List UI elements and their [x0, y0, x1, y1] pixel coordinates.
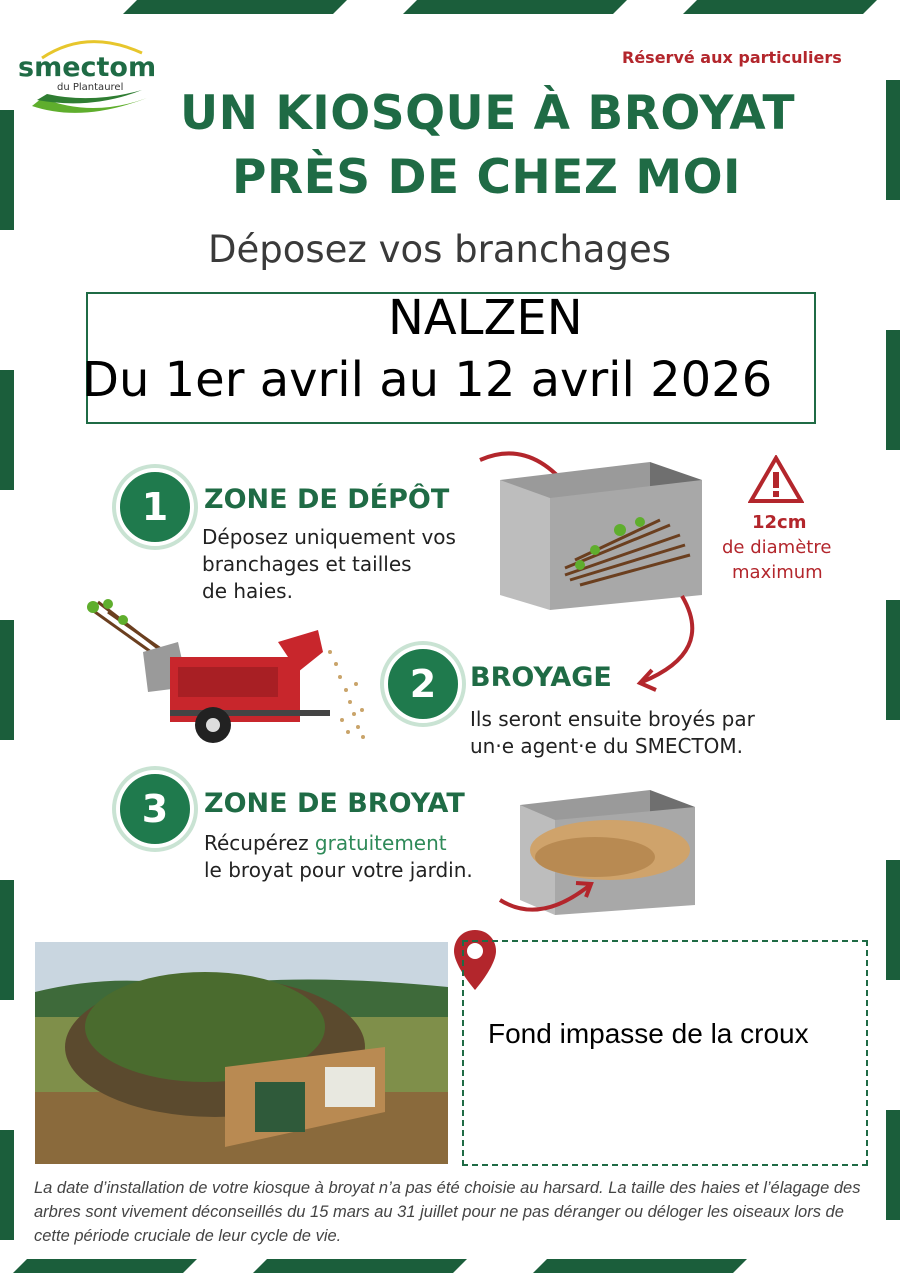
- shredder-illustration: [78, 592, 378, 752]
- step-3-text: Récupérez gratuitement le broyat pour votre jardin.: [204, 831, 473, 882]
- step-3-title: ZONE DE BROYAT: [204, 788, 465, 819]
- footer-note: La date d’installation de votre kiosque à broyat n’a pas été choisie au harsard. La taille des haies et l’élagage des arbres sont vivement déconseillés du 15 mars au 31 juillet pour ne pas déranger ou déloger les oiseaux lors de cette période cruciale de leur cycle de vie.: [34, 1179, 861, 1245]
- date-range: Du 1er avril au 12 avril 2026: [82, 352, 773, 408]
- warning-line3: maximum: [732, 562, 823, 583]
- step-3-number: 3: [116, 770, 194, 848]
- smectom-logo: [12, 28, 162, 123]
- step-1-number: 1: [116, 468, 194, 546]
- kiosk-photo: [35, 942, 448, 1164]
- town-name: NALZEN: [388, 290, 583, 346]
- step-2-title: BROYAGE: [470, 662, 612, 693]
- logo-sub: du Plantaurel: [57, 82, 124, 93]
- arrow-curve-icon: [620, 592, 710, 696]
- warning-line2: de diamètre: [722, 537, 832, 558]
- warning-triangle-icon: [748, 455, 804, 509]
- step-2-number: 2: [384, 645, 462, 723]
- page-title-line1: UN KIOSQUE À BROYAT: [180, 86, 796, 141]
- logo-name: smectom: [18, 52, 157, 83]
- address-box: [462, 940, 868, 1166]
- page-title-line2: PRÈS DE CHEZ MOI: [232, 150, 742, 205]
- page-subtitle: Déposez vos branchages: [208, 228, 671, 271]
- reserved-label: Réservé aux particuliers: [622, 48, 842, 67]
- step-1-text: Déposez uniquement vos branchages et tailles de haies.: [202, 525, 456, 603]
- mulch-box-illustration: [480, 785, 700, 935]
- warning-size: 12cm: [752, 512, 807, 533]
- step-2-text: Ils seront ensuite broyés par un·e agent·e du SMECTOM.: [470, 707, 755, 758]
- location-box: [82, 290, 816, 424]
- address-text: Fond impasse de la croux: [488, 1018, 809, 1049]
- step-1-title: ZONE DE DÉPÔT: [204, 484, 450, 515]
